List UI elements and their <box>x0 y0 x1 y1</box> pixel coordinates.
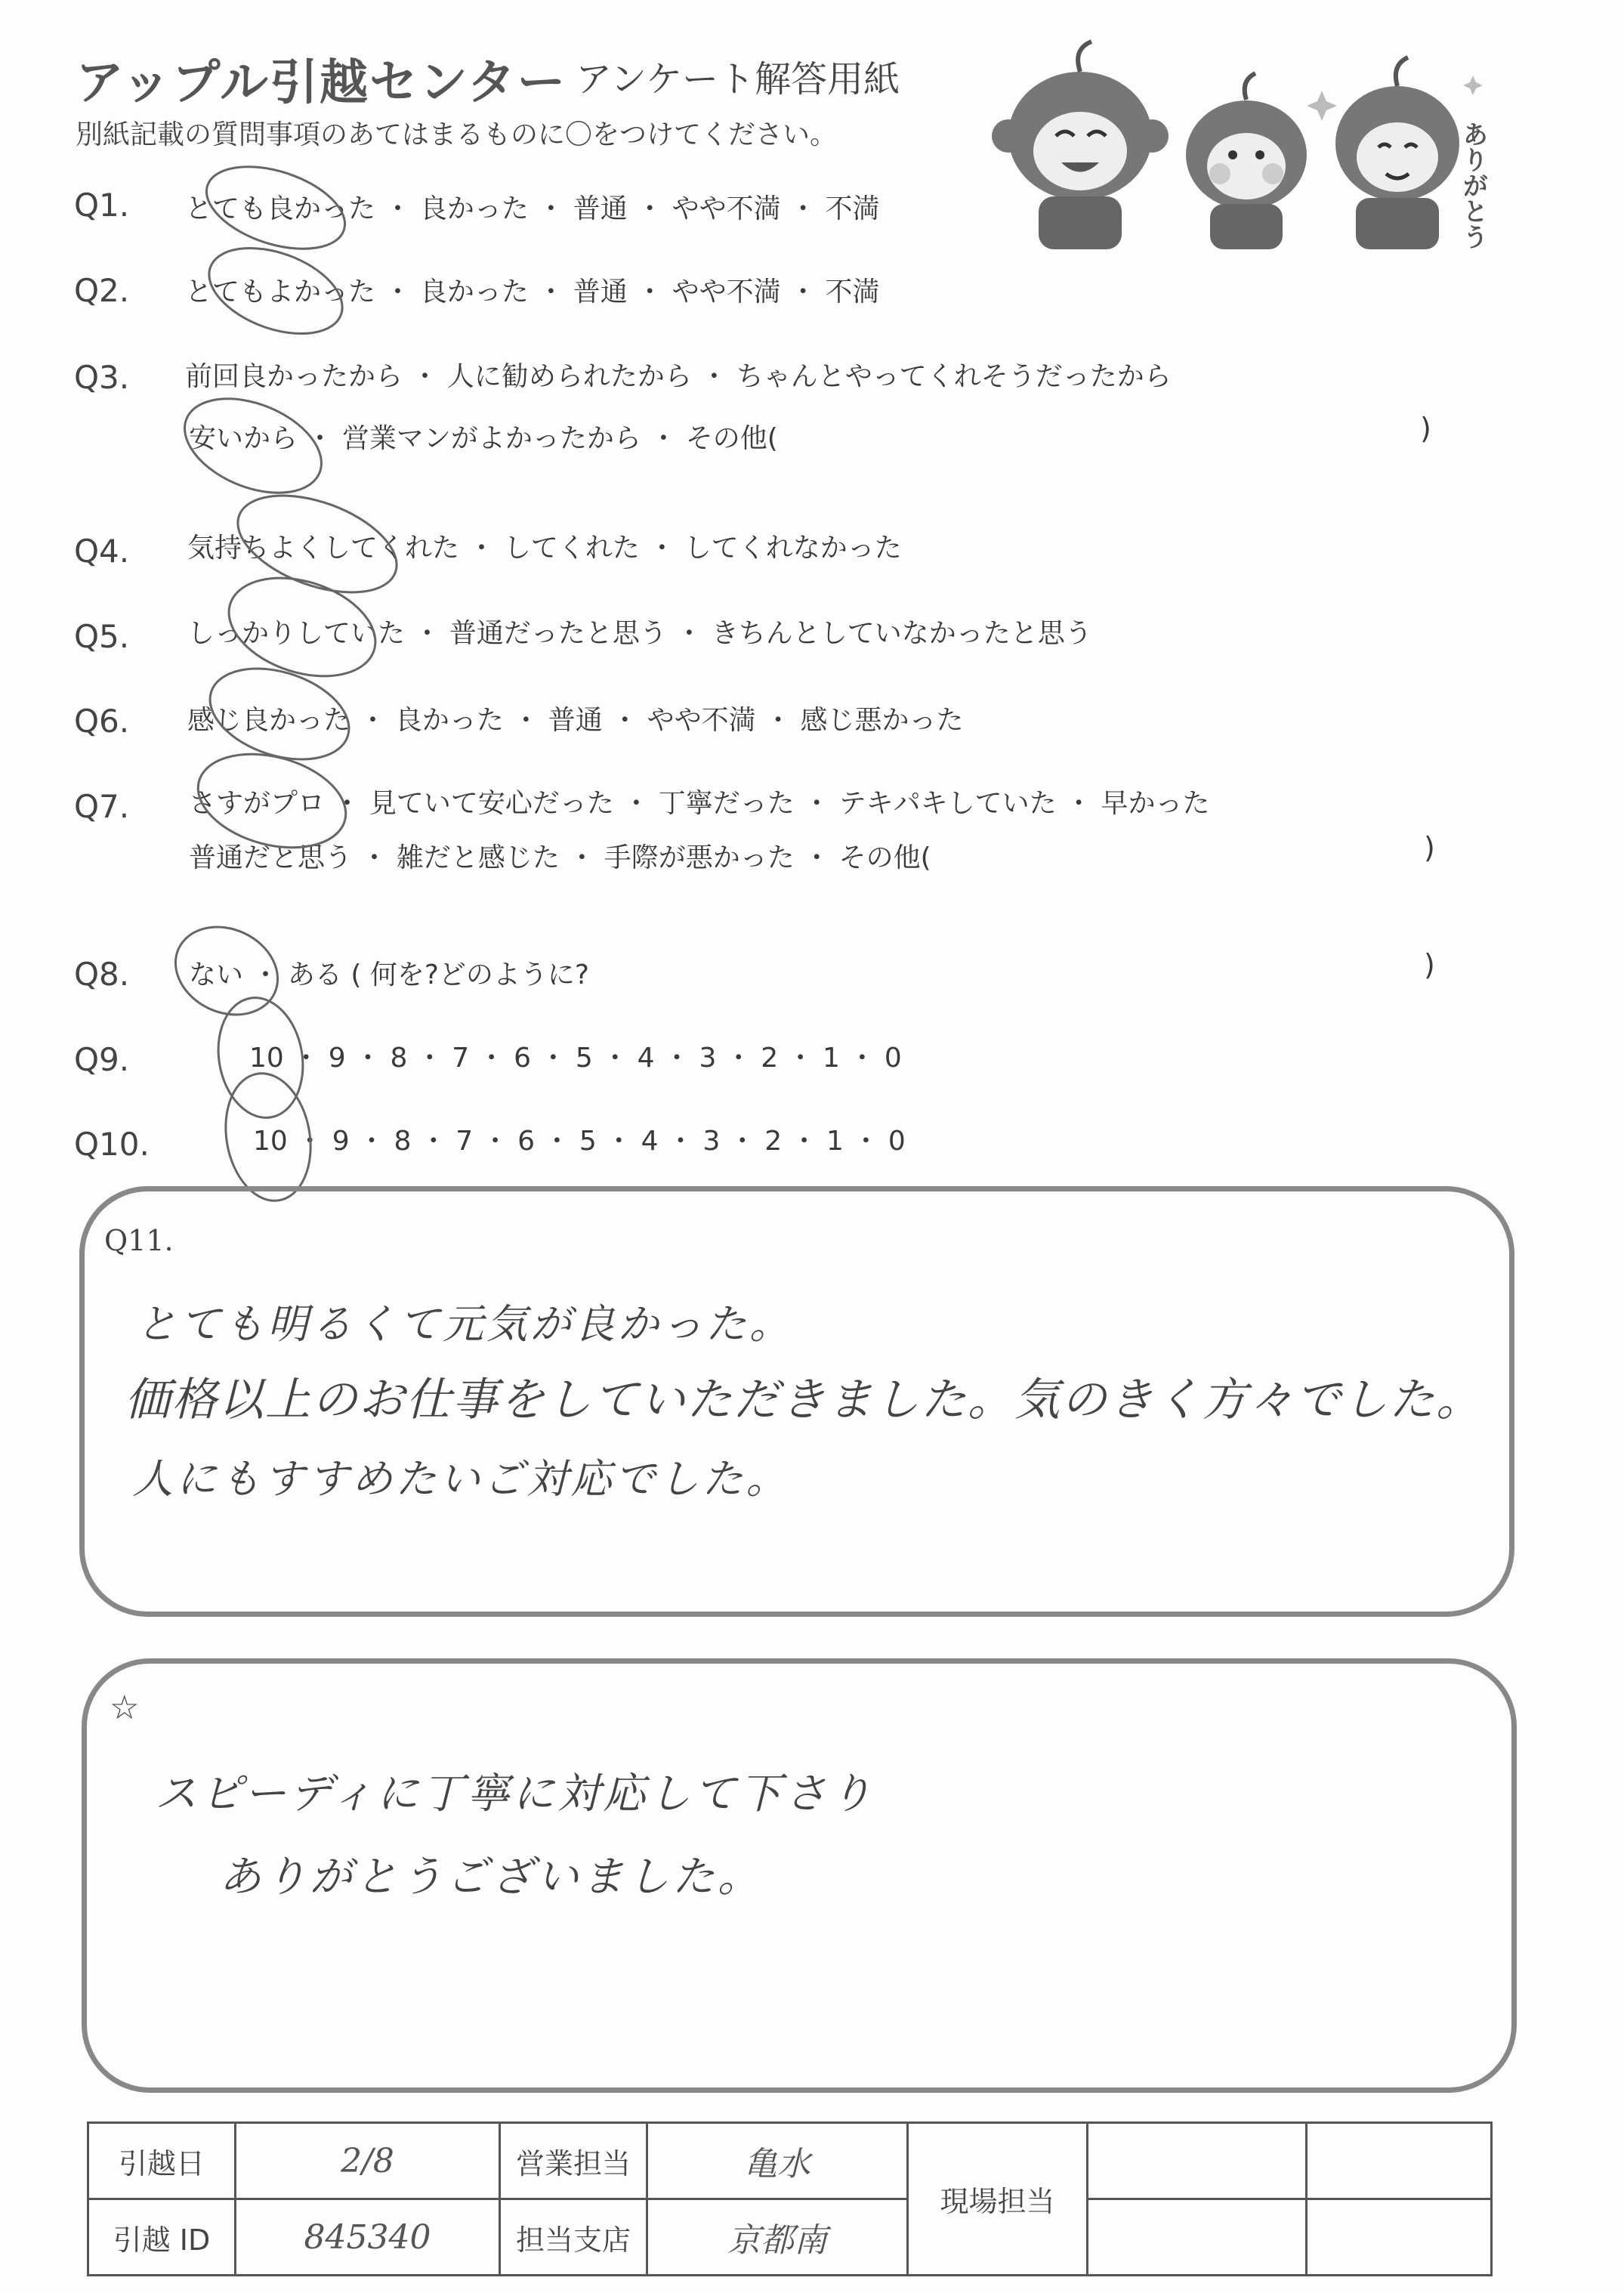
q10-label: Q10. <box>74 1126 150 1163</box>
q1-options[interactable]: とても良かった ・ 良かった ・ 普通 ・ やや不満 ・ 不満 <box>185 193 880 224</box>
q4-options[interactable]: 気持ちよくしてくれた ・ してくれた ・ してくれなかった <box>187 533 902 564</box>
branch-label: 担当支店 <box>500 2199 647 2276</box>
instruction-text: 別紙記載の質問事項のあてはまるものに〇をつけてください。 <box>76 119 838 150</box>
form-title: アップル引越センター <box>76 55 567 111</box>
q7-options-line2[interactable]: 普通だと思う ・ 雑だと感じた ・ 手際が悪かった ・ その他( <box>189 842 931 873</box>
mascot-caption: ありがとう <box>1458 121 1488 249</box>
star-handwritten-line: スピーディに丁寧に対応して下さり <box>155 1769 875 1819</box>
q7-close-paren: ) <box>1424 831 1435 864</box>
q3-options-line1[interactable]: 前回良かったから ・ 人に勧められたから ・ ちゃんとやってくれそうだったから <box>185 361 1172 392</box>
q1-label: Q1. <box>74 187 130 224</box>
q11-handwritten-line: 価格以上のお仕事をしていただきました。気のきく方々でした。 <box>125 1374 1483 1426</box>
monkey-mascot-shy <box>1186 73 1307 249</box>
q11-handwritten-line: とても明るくて元気が良かった。 <box>136 1300 793 1348</box>
form-subtitle: アンケート解答用紙 <box>576 58 900 100</box>
q8-close-paren: ) <box>1424 948 1435 981</box>
monkey-mascots-illustration <box>974 30 1518 260</box>
q7-options-line1[interactable]: さすがプロ ・ 見ていて安心だった ・ 丁寧だった ・ テキパキしていた ・ 早かった <box>189 788 1210 819</box>
q11-handwritten-line: 人にもすすめたいご対応でした。 <box>132 1455 790 1503</box>
q5-label: Q5. <box>74 618 130 655</box>
q5-options[interactable]: しっかりしていた ・ 普通だったと思う ・ きちんとしていなかったと思う <box>187 618 1092 649</box>
site-rep-cell-4[interactable] <box>1307 2199 1492 2276</box>
q3-options-line2[interactable]: 安いから ・ 営業マンがよかったから ・ その他( <box>189 423 778 454</box>
monkey-mascot-bowing <box>1335 57 1459 249</box>
q2-options[interactable]: とてもよかった ・ 良かった ・ 普通 ・ やや不満 ・ 不満 <box>185 277 880 307</box>
q4-label: Q4. <box>74 533 130 570</box>
move-date-label: 引越日 <box>88 2123 236 2199</box>
q8-label: Q8. <box>74 956 130 993</box>
monkey-mascot-laughing <box>992 42 1169 249</box>
branch-value[interactable]: 京都南 <box>647 2199 908 2276</box>
q7-label: Q7. <box>74 788 130 825</box>
move-id-label: 引越 ID <box>88 2199 236 2276</box>
q6-label: Q6. <box>74 703 130 740</box>
q8-options[interactable]: ない ・ ある ( 何を?どのように? <box>189 960 590 990</box>
site-rep-cell-2[interactable] <box>1307 2123 1492 2199</box>
star-label: ☆ <box>110 1689 140 1727</box>
move-info-table <box>87 2121 1493 2276</box>
star-handwritten-line: ありがとうございました。 <box>219 1853 763 1902</box>
move-date-value[interactable]: 2/8 <box>236 2123 500 2199</box>
sales-rep-label: 営業担当 <box>500 2123 647 2199</box>
q10-options[interactable]: 10 ・ 9 ・ 8 ・ 7 ・ 6 ・ 5 ・ 4 ・ 3 ・ 2 ・ 1 ・ 0 <box>253 1126 906 1157</box>
site-rep-label: 現場担当 <box>908 2123 1088 2276</box>
q9-options[interactable]: 10 ・ 9 ・ 8 ・ 7 ・ 6 ・ 5 ・ 4 ・ 3 ・ 2 ・ 1 ・ 0 <box>249 1043 902 1074</box>
site-rep-cell-1[interactable] <box>1088 2123 1307 2199</box>
q9-label: Q9. <box>74 1041 130 1078</box>
q3-label: Q3. <box>74 359 130 396</box>
q11-label: Q11. <box>104 1224 174 1257</box>
sales-rep-value[interactable]: 亀水 <box>647 2123 908 2199</box>
move-id-value[interactable]: 845340 <box>236 2199 500 2276</box>
q2-label: Q2. <box>74 272 130 309</box>
q6-options[interactable]: 感じ良かった ・ 良かった ・ 普通 ・ やや不満 ・ 感じ悪かった <box>187 705 964 736</box>
site-rep-cell-3[interactable] <box>1088 2199 1307 2276</box>
q3-close-paren: ) <box>1420 412 1431 445</box>
